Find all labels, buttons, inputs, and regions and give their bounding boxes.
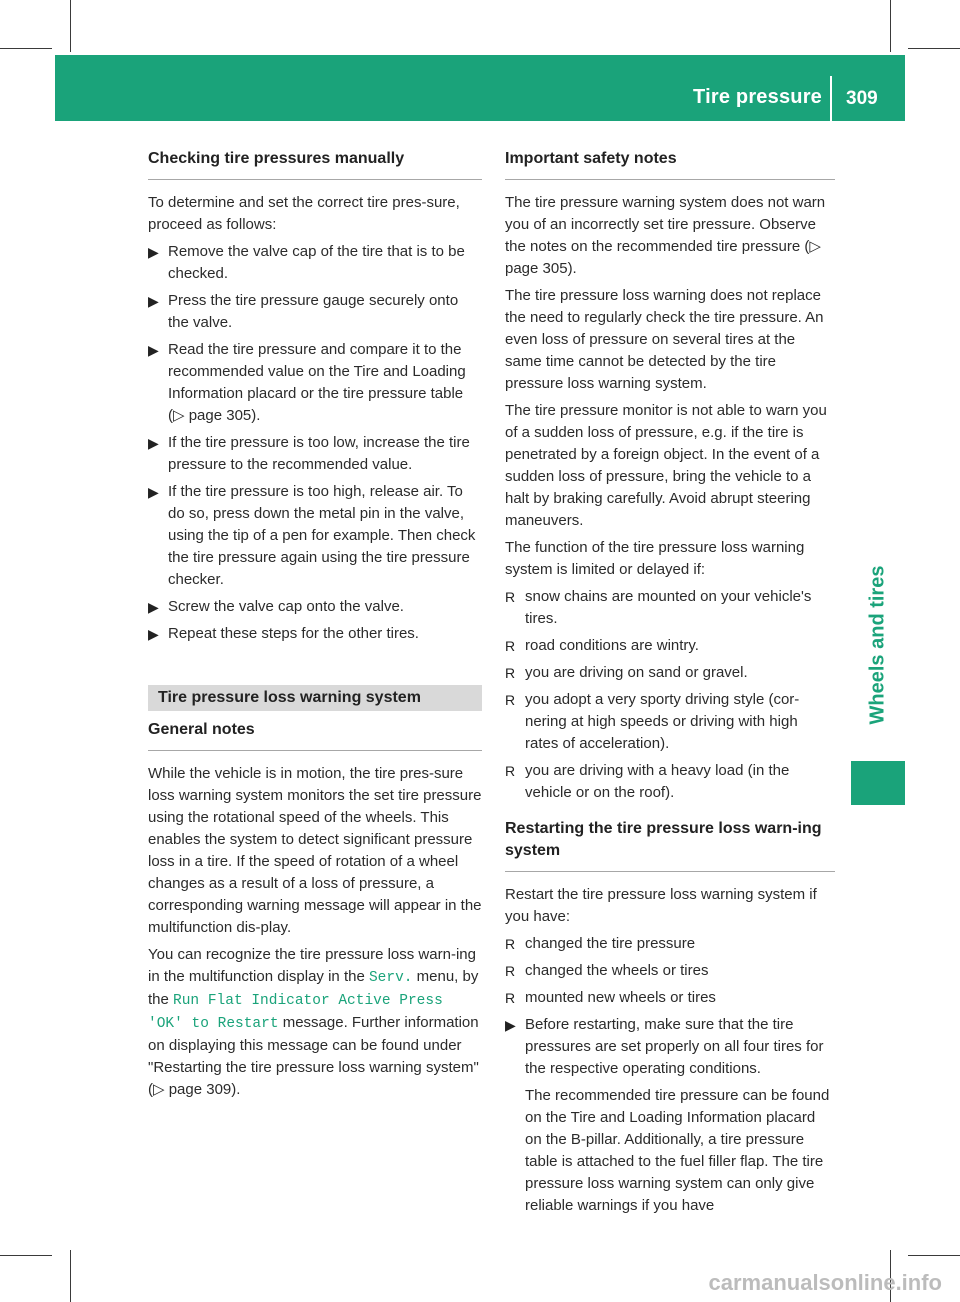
step-item: ▶ Repeat these steps for the other tires. — [148, 623, 482, 645]
display-message: Run Flat Indicator Active Press 'OK' to Restart — [148, 993, 443, 1032]
crop-mark — [908, 48, 960, 49]
bullet-icon: R — [505, 763, 516, 779]
step-item: ▶ Remove the valve cap of the tire that is to be checked. — [148, 243, 465, 282]
crop-mark — [890, 0, 891, 52]
step-marker-icon: ▶ — [148, 293, 159, 309]
step-item: ▶ Before restarting, make sure that the tire pressures are set properly on all four tires for the respective operating conditions. — [505, 1016, 824, 1077]
paragraph: The recommended tire pressure can be found on the Tire and Loading Information placard on the B-pillar. Additionally, a tire pressure table is attached to the fuel filler flap. The tire pressure loss warning system can only give reliable warnings if you have — [525, 1087, 830, 1214]
crop-mark — [0, 1255, 52, 1256]
section-heading: Checking tire pressures manually — [148, 148, 482, 180]
crop-mark — [70, 1250, 71, 1302]
paragraph: Restart the tire pressure loss warning system if you have: — [505, 886, 817, 925]
crop-mark — [908, 1255, 960, 1256]
page-number: 309 — [846, 88, 878, 109]
list-item: R changed the wheels or tires — [505, 960, 835, 982]
list-item: R snow chains are mounted on your vehicle's tires. — [505, 588, 812, 627]
step-marker-icon: ▶ — [148, 435, 159, 451]
bullet-icon: R — [505, 963, 516, 979]
crop-mark — [0, 48, 52, 49]
step-item: ▶ If the tire pressure is too low, increase the tire pressure to the recommended value. — [148, 434, 470, 473]
step-item: ▶ Press the tire pressure gauge securely onto the valve. — [148, 292, 459, 331]
section-heading: Restarting the tire pressure loss warn-ing system — [505, 818, 835, 872]
bullet-icon: R — [505, 936, 516, 952]
crop-mark — [70, 0, 71, 52]
bullet-icon: R — [505, 665, 516, 681]
step-marker-icon: ▶ — [505, 1017, 516, 1033]
page-title: Tire pressure — [693, 86, 822, 108]
paragraph: While the vehicle is in motion, the tire pres-sure loss warning system monitors the set tire pressure using the rotational speed of the wheels. This enables the system to detect significant pressure loss in a tire. If the speed of rotation of a wheel changes as a result of a loss of pressure, a corresponding warning message will appear in the multifunction dis-play. — [148, 765, 482, 936]
header-divider — [830, 76, 832, 121]
paragraph: The tire pressure loss warning does not replace the need to regularly check the tire pressure. An even loss of pressure on several tires at the same time cannot be detected by the tire pressure loss warning system. — [505, 287, 824, 392]
bullet-icon: R — [505, 589, 516, 605]
list-item: R road conditions are wintry. — [505, 635, 835, 657]
list-item: R you adopt a very sporty driving style (cor-nering at high speeds or driving with high rates of acceleration). — [505, 691, 800, 752]
paragraph: You can recognize the tire pressure loss warn-ing in the multifunction display in the Serv. menu, by the Run Flat Indicator Active Press 'OK' to Restart message. Further information on displaying this message can be found under "Restarting the tire pressure loss warning system" (▷ page 309). — [148, 946, 479, 1098]
list-item: R mounted new wheels or tires — [505, 987, 835, 1009]
list-item: R changed the tire pressure — [505, 933, 835, 955]
paragraph: To determine and set the correct tire pres-sure, proceed as follows: — [148, 194, 460, 233]
step-item: ▶ If the tire pressure is too high, release air. To do so, press down the metal pin in the valve, using the tip of a pen for example. Then check the tire pressure again using the tire pressure checker. — [148, 483, 476, 588]
step-item: ▶ Read the tire pressure and compare it to the recommended value on the Tire and Loading Information placard or the tire pressure table (▷ page 305). — [148, 341, 466, 424]
step-marker-icon: ▶ — [148, 626, 159, 642]
paragraph: The tire pressure monitor is not able to warn you of a sudden loss of pressure, e.g. if the tire is penetrated by a foreign object. In the event of a sudden loss of pressure, bring the vehicle to a halt by braking carefully. Avoid abrupt steering maneuvers. — [505, 402, 827, 529]
list-item: R you are driving on sand or gravel. — [505, 662, 835, 684]
right-column — [505, 148, 835, 1222]
bullet-icon: R — [505, 638, 516, 654]
watermark: carmanualsonline.info — [708, 1270, 942, 1295]
side-tab-marker — [851, 761, 905, 805]
step-item: ▶ Screw the valve cap onto the valve. — [148, 596, 482, 618]
bullet-icon: R — [505, 990, 516, 1006]
step-marker-icon: ▶ — [148, 599, 159, 615]
list-item: R you are driving with a heavy load (in the vehicle or on the roof). — [505, 762, 790, 801]
step-marker-icon: ▶ — [148, 342, 159, 358]
bullet-icon: R — [505, 692, 516, 708]
step-marker-icon: ▶ — [148, 244, 159, 260]
display-message: Serv. — [368, 970, 413, 986]
paragraph: The tire pressure warning system does not warn you of an incorrectly set tire pressure. Observe the notes on the recommended tire pressure (▷ page 305). — [505, 194, 826, 277]
section-banner: Tire pressure loss warning system — [148, 685, 482, 711]
side-tab-label: Wheels and tires — [866, 565, 889, 725]
left-column — [148, 148, 482, 1106]
section-heading: General notes — [148, 719, 482, 751]
step-marker-icon: ▶ — [148, 484, 159, 500]
paragraph: The function of the tire pressure loss warning system is limited or delayed if: — [505, 539, 805, 578]
section-heading: Important safety notes — [505, 148, 835, 180]
